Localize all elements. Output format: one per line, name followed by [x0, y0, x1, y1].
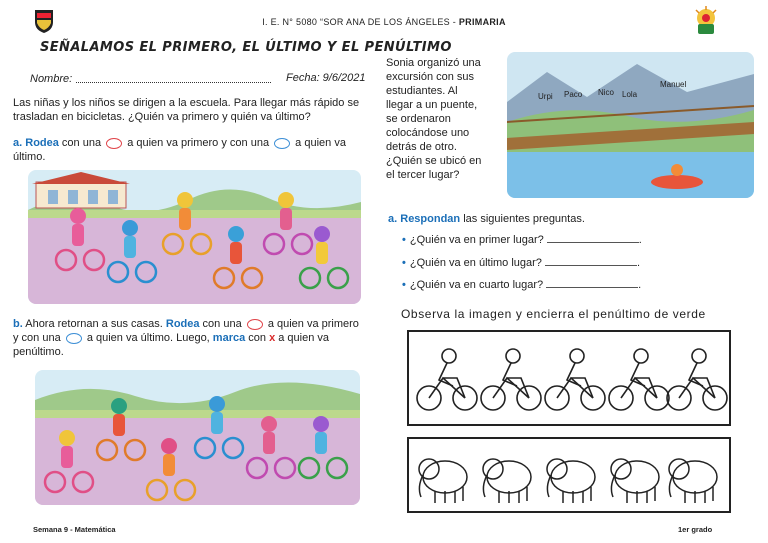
- bicycle-icon: [545, 349, 605, 410]
- part-a-text: a quien va último.: [13, 137, 346, 163]
- school-logo-icon: [692, 6, 720, 36]
- bullet-icon: •: [402, 234, 406, 246]
- question-2: • ¿Quién va en último lugar? .: [402, 257, 640, 269]
- school-level: PRIMARIA: [458, 17, 506, 27]
- question-text: ¿Quién va en cuarto lugar?: [409, 279, 544, 291]
- kid-label-lola: Lola: [622, 90, 638, 99]
- question-3: • ¿Quién va en cuarto lugar? .: [402, 279, 642, 291]
- kid-label-urpi: Urpi: [538, 92, 553, 101]
- respond-text: las siguientes preguntas.: [460, 213, 585, 225]
- kid-label-paco: Paco: [564, 90, 583, 99]
- kid-label-manuel: Manuel: [660, 80, 687, 89]
- part-b-text: a quien va último. Luego,: [83, 332, 213, 344]
- respond-letter: a.: [388, 213, 398, 225]
- part-b-verb-mark: marca: [212, 332, 246, 344]
- part-b-text: a quien va primero y con una: [13, 318, 359, 344]
- answer-field-2[interactable]: [545, 265, 637, 266]
- elephant-icon: [669, 459, 717, 503]
- bullet-icon: •: [402, 257, 406, 269]
- part-b-text: a quien va penúltimo.: [13, 332, 330, 358]
- bridge-excursion-illustration: [507, 52, 754, 198]
- bicycle-icon: [481, 349, 541, 410]
- part-a-text: con una: [58, 137, 105, 149]
- bicycle-icon: [667, 349, 727, 410]
- part-b-text: Ahora retornan a sus casas.: [25, 318, 166, 330]
- bicycles-going-home-illustration: [35, 370, 360, 505]
- cyclists-row: [407, 330, 731, 426]
- blue-oval-icon: [274, 138, 290, 149]
- part-b-letter: b.: [13, 318, 23, 330]
- question-text: ¿Quién va en primer lugar?: [409, 234, 544, 246]
- name-field[interactable]: [76, 82, 271, 83]
- elephants-row: [407, 437, 731, 513]
- part-a-text: a quien va primero y con una: [124, 137, 273, 149]
- part-a-letter: a.: [13, 137, 23, 149]
- excursion-story: Sonia organizó una excursión con sus estudiantes. Al llegar a un puente, se ordenaron colocándose uno detrás de otro. ¿Quién se ubicó en el tercer lugar?: [386, 57, 482, 181]
- bicycle-icon: [417, 349, 477, 410]
- answer-field-1[interactable]: [547, 242, 639, 243]
- date-label: Fecha: 9/6/2021: [286, 72, 366, 84]
- intro-text: Las niñas y los niños se dirigen a la escuela. Para llegar más rápido se trasladan en bicicletas. ¿Quién va primero y quién va último?: [13, 97, 360, 123]
- footer-grade: 1er grado: [678, 525, 713, 534]
- answer-field-3[interactable]: [546, 287, 638, 288]
- school-header: [0, 17, 768, 27]
- observe-instruction: Observa la imagen y encierra el penúltimo de verde: [401, 307, 706, 321]
- part-b-text: con: [245, 332, 270, 344]
- question-text: ¿Quién va en último lugar?: [409, 257, 542, 269]
- part-b-text: con una: [199, 318, 245, 330]
- respond-verb: Respondan: [400, 213, 461, 225]
- x-mark-icon: x: [269, 332, 276, 344]
- kid-label-nico: Nico: [598, 88, 615, 97]
- elephant-icon: [547, 459, 595, 503]
- red-oval-icon: [106, 138, 122, 149]
- bicycle-icon: [609, 349, 669, 410]
- worksheet-title: SEÑALAMOS EL PRIMERO, EL ÚLTIMO Y EL PENÚLTIMO: [40, 40, 452, 55]
- bicycles-to-school-illustration: [28, 170, 361, 304]
- bullet-icon: •: [402, 279, 406, 291]
- blue-oval-icon: [66, 333, 82, 344]
- question-1: • ¿Quién va en primer lugar? .: [402, 234, 642, 246]
- respond-instruction: [388, 212, 585, 226]
- part-a-instruction: [13, 136, 365, 164]
- elephant-icon: [611, 459, 659, 503]
- part-b-instruction: [13, 317, 365, 359]
- part-b-verb: Rodea: [165, 318, 200, 330]
- red-oval-icon: [247, 319, 263, 330]
- elephant-icon: [419, 459, 467, 503]
- school-name: I. E. N° 5080 “SOR ANA DE LOS ÁNGELES -: [262, 17, 459, 27]
- name-label: Nombre:: [30, 73, 73, 85]
- part-a-verb: Rodea: [25, 137, 59, 149]
- footer-week: Semana 9 - Matemática: [33, 525, 116, 534]
- elephant-icon: [483, 459, 531, 503]
